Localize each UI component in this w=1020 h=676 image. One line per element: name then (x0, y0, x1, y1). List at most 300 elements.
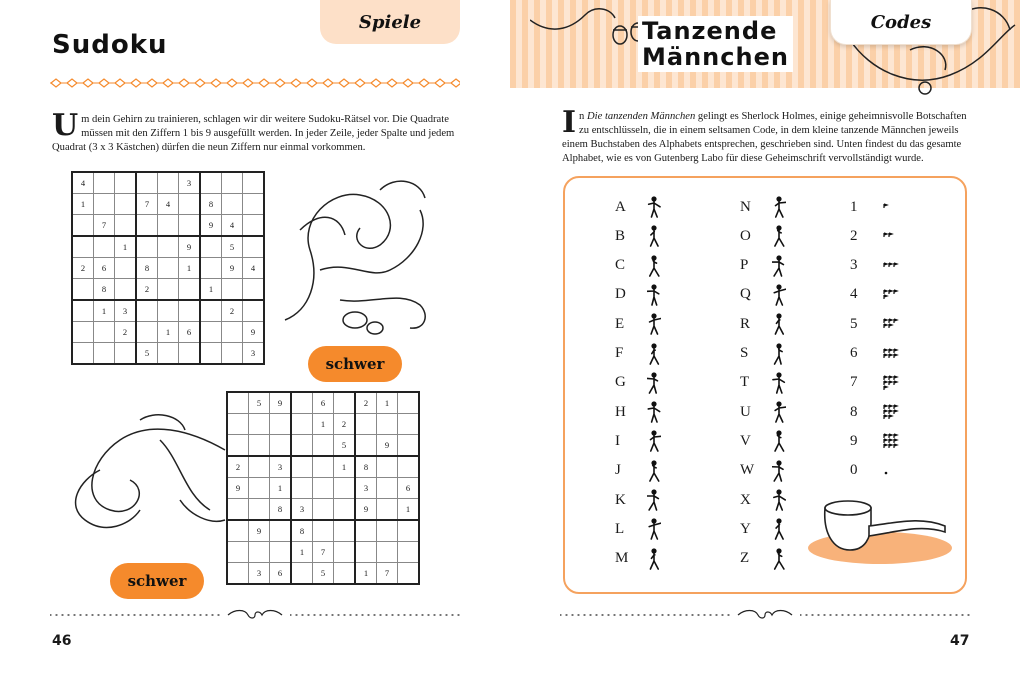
cipher-character: B (615, 227, 626, 244)
sudoku-cell[interactable]: 2 (136, 279, 158, 301)
sudoku-cell[interactable]: 7 (313, 542, 334, 563)
cipher-entry (850, 225, 900, 247)
number-cipher-icon (882, 313, 900, 335)
sudoku-cell[interactable] (227, 542, 249, 563)
dancing-man-icon (772, 225, 786, 247)
page-title: Sudoku (52, 30, 168, 60)
ornament-divider (50, 78, 460, 88)
cipher-character: U (740, 403, 751, 420)
cipher-character: J (615, 462, 621, 479)
cipher-character: M (615, 550, 629, 567)
sudoku-cell[interactable] (179, 215, 201, 237)
sudoku-cell[interactable] (136, 236, 158, 258)
sudoku-cell[interactable]: 3 (270, 456, 292, 478)
title-line-2: Männchen (642, 43, 789, 71)
sudoku-cell[interactable] (227, 435, 249, 457)
sudoku-cell[interactable] (72, 322, 94, 343)
sudoku-cell[interactable] (313, 456, 334, 478)
cipher-entry (740, 284, 786, 306)
cipher-entry (615, 489, 661, 511)
dancing-man-icon (772, 430, 786, 452)
sudoku-cell[interactable] (136, 322, 158, 343)
sudoku-cell[interactable] (227, 392, 249, 414)
sudoku-cell[interactable] (222, 194, 243, 215)
sudoku-cell[interactable] (398, 392, 420, 414)
dancing-man-icon (772, 518, 786, 540)
sudoku-cell[interactable] (249, 499, 270, 521)
cipher-character: W (740, 462, 755, 479)
sudoku-cell[interactable] (291, 456, 313, 478)
book-title: Die tanzenden Männchen (587, 111, 696, 122)
cipher-character: Q (740, 286, 751, 303)
number-cipher-icon (882, 460, 900, 482)
sudoku-cell[interactable]: 4 (222, 215, 243, 237)
section-tab-codes[interactable] (830, 0, 972, 45)
cipher-character: 6 (850, 345, 858, 361)
sudoku-cell[interactable]: 6 (270, 563, 292, 585)
cipher-character: N (740, 198, 751, 215)
sudoku-cell[interactable]: 1 (179, 258, 201, 279)
cipher-character: H (615, 403, 626, 420)
sudoku-cell[interactable] (72, 236, 94, 258)
sudoku-cell[interactable] (334, 542, 356, 563)
sudoku-cell[interactable] (249, 542, 270, 563)
sudoku-cell[interactable]: 1 (291, 542, 313, 563)
dancing-man-icon (647, 343, 661, 365)
cipher-character: 3 (850, 257, 858, 274)
floral-ornament-icon (60, 410, 230, 540)
sudoku-cell[interactable]: 6 (179, 322, 201, 343)
sudoku-cell[interactable]: 6 (94, 258, 115, 279)
sudoku-cell[interactable] (377, 414, 398, 435)
cipher-entry (740, 489, 786, 511)
number-cipher-icon (882, 284, 900, 306)
sudoku-cell[interactable] (249, 414, 270, 435)
cipher-entry (615, 284, 661, 306)
sudoku-cell[interactable] (270, 414, 292, 435)
sudoku-cell[interactable] (136, 215, 158, 237)
sudoku-cell[interactable]: 5 (313, 563, 334, 585)
dancing-man-icon (647, 255, 661, 277)
sudoku-cell[interactable]: 2 (355, 392, 377, 414)
cipher-character: 4 (850, 286, 858, 303)
cipher-character: F (615, 345, 624, 361)
sudoku-grid-1[interactable] (71, 171, 265, 365)
number-cipher-icon (882, 430, 900, 452)
number-cipher-icon (882, 343, 900, 365)
sudoku-cell[interactable] (398, 414, 420, 435)
sudoku-cell[interactable] (249, 435, 270, 457)
sudoku-cell[interactable] (398, 456, 420, 478)
sudoku-cell[interactable] (94, 194, 115, 215)
pipe-icon (805, 488, 955, 568)
sudoku-cell[interactable] (377, 478, 398, 499)
cipher-entry (740, 196, 786, 218)
sudoku-cell[interactable] (72, 215, 94, 237)
sudoku-cell[interactable]: 8 (200, 194, 222, 215)
dancing-man-icon (647, 518, 661, 540)
sudoku-cell[interactable] (355, 520, 377, 542)
dancing-man-icon (647, 372, 661, 394)
sudoku-cell[interactable] (158, 236, 179, 258)
sudoku-cell[interactable]: 2 (72, 258, 94, 279)
sudoku-cell[interactable] (158, 258, 179, 279)
sudoku-cell[interactable]: 8 (270, 499, 292, 521)
cipher-character: C (615, 257, 626, 274)
sudoku-cell[interactable] (377, 456, 398, 478)
sudoku-cell[interactable] (115, 215, 137, 237)
drop-cap: I (562, 105, 577, 140)
sudoku-cell[interactable] (270, 542, 292, 563)
sudoku-cell[interactable]: 9 (377, 435, 398, 457)
dancing-man-icon (647, 313, 661, 335)
sudoku-cell[interactable]: 8 (136, 258, 158, 279)
cipher-entry (850, 313, 900, 335)
sudoku-cell[interactable]: 3 (355, 478, 377, 499)
sudoku-cell[interactable] (243, 194, 265, 215)
sudoku-cell[interactable]: 1 (115, 236, 137, 258)
sudoku-cell[interactable] (334, 478, 356, 499)
cipher-character: Y (740, 520, 751, 537)
cipher-entry (615, 196, 661, 218)
cipher-entry (615, 313, 661, 335)
cipher-character: L (615, 520, 625, 537)
footer-divider (560, 609, 970, 621)
page-title (638, 16, 793, 72)
floral-ornament-icon (280, 170, 440, 350)
cipher-character: Z (740, 550, 750, 567)
cipher-character: A (615, 198, 626, 215)
sudoku-cell[interactable]: 1 (377, 392, 398, 414)
sudoku-cell[interactable]: 3 (179, 172, 201, 194)
sudoku-cell[interactable] (200, 258, 222, 279)
cipher-entry (740, 255, 786, 277)
intro-text-pre: n (579, 111, 587, 122)
difficulty-badge: schwer (308, 346, 402, 382)
intro-paragraph (562, 105, 972, 166)
right-page (510, 0, 1020, 676)
sudoku-cell[interactable]: 1 (94, 300, 115, 322)
sudoku-cell[interactable] (291, 563, 313, 585)
dancing-man-icon (647, 460, 661, 482)
sudoku-cell[interactable] (355, 435, 377, 457)
cipher-entry (740, 372, 786, 394)
sudoku-cell[interactable]: 9 (179, 236, 201, 258)
sudoku-cell[interactable] (377, 499, 398, 521)
cipher-character: V (740, 432, 751, 449)
intro-text: gelingt es Sherlock Holmes, einige geheimnisvolle Botschaften zu entschlüsseln, die in einem seltsamen Code, in dem kleine tanzende Männchen jeweils einem Buchstaben des Alphabets entsprechen, geschrieben sind. Unten findest du das gesamte Alphabet, wie es von Gutenberg Labo für diese Geheimschrift vervollständigt wurde. (562, 111, 967, 164)
cipher-entry (740, 518, 786, 540)
sudoku-cell[interactable]: 9 (227, 478, 249, 499)
cipher-entry (740, 343, 786, 365)
section-tab-spiele[interactable] (320, 0, 460, 44)
sudoku-cell[interactable]: 1 (200, 279, 222, 301)
cipher-character: 2 (850, 227, 858, 244)
cipher-entry (615, 460, 661, 482)
sudoku-cell[interactable] (334, 520, 356, 542)
sudoku-cell[interactable] (179, 343, 201, 365)
sudoku-cell[interactable]: 5 (334, 435, 356, 457)
sudoku-cell[interactable] (227, 563, 249, 585)
sudoku-cell[interactable] (94, 322, 115, 343)
sudoku-cell[interactable]: 4 (72, 172, 94, 194)
cipher-entry (740, 430, 786, 452)
cipher-character: S (740, 345, 749, 361)
sudoku-cell[interactable] (243, 172, 265, 194)
sudoku-cell[interactable] (158, 300, 179, 322)
number-cipher-icon (882, 196, 900, 218)
sudoku-cell[interactable]: 3 (243, 343, 265, 365)
sudoku-cell[interactable] (291, 392, 313, 414)
cipher-character: T (740, 374, 750, 391)
sudoku-cell[interactable] (270, 435, 292, 457)
cipher-character: 9 (850, 432, 858, 449)
intro-text: m dein Gehirn zu trainieren, schlagen wir dir weitere Sudoku-Rätsel vor. Die Quadrate müssen mit den Ziffern 1 bis 9 ausgefüllt werden. In jeder Zeile, jeder Spalte und jedem Quadrat (3 x 3 Kästchen) dürfen die neun Ziffern nur einmal vorkommen. (52, 114, 455, 153)
sudoku-cell[interactable]: 2 (115, 322, 137, 343)
acorn-ornament-icon (530, 0, 650, 60)
sudoku-cell[interactable] (249, 456, 270, 478)
sudoku-cell[interactable]: 4 (158, 194, 179, 215)
sudoku-cell[interactable]: 8 (291, 520, 313, 542)
sudoku-cell[interactable]: 5 (222, 236, 243, 258)
sudoku-cell[interactable]: 8 (94, 279, 115, 301)
sudoku-cell[interactable]: 1 (398, 499, 420, 521)
cipher-character: P (740, 257, 749, 274)
sudoku-cell[interactable] (179, 194, 201, 215)
dancing-man-icon (772, 548, 786, 570)
sudoku-cell[interactable] (291, 435, 313, 457)
sudoku-cell[interactable]: 3 (291, 499, 313, 521)
sudoku-cell[interactable] (222, 279, 243, 301)
sudoku-cell[interactable]: 9 (200, 215, 222, 237)
sudoku-cell[interactable] (243, 215, 265, 237)
dancing-man-icon (772, 313, 786, 335)
cipher-entry (850, 401, 900, 423)
cipher-entry (850, 372, 900, 394)
sudoku-cell[interactable] (313, 478, 334, 499)
dancing-man-icon (647, 401, 661, 423)
sudoku-cell[interactable] (313, 435, 334, 457)
dancing-man-icon (772, 284, 786, 306)
cipher-entry (850, 196, 900, 218)
cipher-character: 5 (850, 315, 858, 332)
sudoku-cell[interactable] (291, 478, 313, 499)
sudoku-cell[interactable] (72, 343, 94, 365)
sudoku-cell[interactable] (227, 520, 249, 542)
cipher-character: K (615, 491, 626, 508)
sudoku-cell[interactable] (270, 520, 292, 542)
sudoku-cell[interactable] (158, 279, 179, 301)
cipher-character: G (615, 374, 626, 391)
sudoku-cell[interactable] (115, 194, 137, 215)
sudoku-cell[interactable] (334, 499, 356, 521)
sudoku-cell[interactable]: 1 (334, 456, 356, 478)
sudoku-cell[interactable]: 4 (243, 258, 265, 279)
number-cipher-icon (882, 372, 900, 394)
title-line-1: Tanzende (642, 17, 778, 45)
cipher-character: 1 (850, 198, 858, 215)
cipher-character: 8 (850, 403, 858, 420)
intro-paragraph (52, 108, 458, 155)
sudoku-cell[interactable] (115, 258, 137, 279)
sudoku-cell[interactable] (136, 172, 158, 194)
cipher-entry (850, 430, 900, 452)
page-number: 46 (52, 633, 72, 649)
sudoku-cell[interactable]: 1 (313, 414, 334, 435)
sudoku-cell[interactable]: 9 (355, 499, 377, 521)
sudoku-cell[interactable]: 7 (377, 563, 398, 585)
sudoku-cell[interactable] (222, 343, 243, 365)
dancing-man-icon (647, 225, 661, 247)
sudoku-cell[interactable]: 9 (249, 520, 270, 542)
dancing-man-icon (647, 284, 661, 306)
cipher-entry (850, 284, 900, 306)
sudoku-cell[interactable] (377, 520, 398, 542)
sudoku-cell[interactable] (398, 435, 420, 457)
dancing-man-icon (647, 489, 661, 511)
difficulty-badge: schwer (110, 563, 204, 599)
sudoku-cell[interactable]: 1 (72, 194, 94, 215)
sudoku-cell[interactable] (115, 279, 137, 301)
sudoku-cell[interactable]: 1 (270, 478, 292, 499)
sudoku-cell[interactable] (227, 499, 249, 521)
cipher-character: D (615, 286, 626, 303)
sudoku-cell[interactable] (313, 499, 334, 521)
cipher-entry (615, 548, 661, 570)
sudoku-cell[interactable] (158, 215, 179, 237)
dancing-man-icon (772, 460, 786, 482)
sudoku-cell[interactable]: 7 (94, 215, 115, 237)
cipher-entry (850, 255, 900, 277)
sudoku-cell[interactable] (243, 236, 265, 258)
number-cipher-icon (882, 255, 900, 277)
cipher-entry (740, 548, 786, 570)
sudoku-cell[interactable]: 6 (398, 478, 420, 499)
sudoku-cell[interactable]: 5 (136, 343, 158, 365)
number-cipher-icon (882, 225, 900, 247)
cipher-character: 7 (850, 374, 858, 391)
cipher-entry (850, 343, 900, 365)
sudoku-cell[interactable] (200, 236, 222, 258)
cipher-entry (740, 460, 786, 482)
sudoku-cell[interactable] (94, 236, 115, 258)
cipher-character: R (740, 315, 751, 332)
cipher-entry (615, 255, 661, 277)
sudoku-cell[interactable]: 3 (249, 563, 270, 585)
sudoku-cell[interactable] (200, 322, 222, 343)
sudoku-cell[interactable] (398, 520, 420, 542)
cipher-entry (615, 343, 661, 365)
dancing-man-icon (772, 255, 786, 277)
sudoku-cell[interactable]: 2 (222, 300, 243, 322)
dancing-man-icon (772, 343, 786, 365)
sudoku-cell[interactable]: 7 (136, 194, 158, 215)
sudoku-cell[interactable] (222, 322, 243, 343)
drop-cap: U (52, 108, 79, 143)
sudoku-cell[interactable] (179, 300, 201, 322)
cipher-entry (615, 430, 661, 452)
cipher-character: X (740, 491, 751, 508)
sudoku-cell[interactable]: 1 (355, 563, 377, 585)
sudoku-cell[interactable] (115, 343, 137, 365)
cipher-entry (615, 401, 661, 423)
number-cipher-icon (882, 401, 900, 423)
sudoku-cell[interactable] (179, 279, 201, 301)
section-tab-label: Codes (870, 11, 932, 33)
sudoku-cell[interactable] (398, 542, 420, 563)
sudoku-cell[interactable] (136, 300, 158, 322)
sudoku-cell[interactable] (355, 414, 377, 435)
sudoku-cell[interactable] (377, 542, 398, 563)
sudoku-cell[interactable]: 3 (115, 300, 137, 322)
sudoku-cell[interactable]: 8 (355, 456, 377, 478)
sudoku-cell[interactable] (243, 300, 265, 322)
sudoku-cell[interactable] (249, 478, 270, 499)
sudoku-cell[interactable] (94, 343, 115, 365)
cipher-entry (740, 225, 786, 247)
cipher-character: I (615, 432, 620, 449)
sudoku-cell[interactable] (115, 172, 137, 194)
sudoku-cell[interactable] (313, 520, 334, 542)
dancing-man-icon (647, 548, 661, 570)
sudoku-cell[interactable] (227, 414, 249, 435)
dancing-man-icon (772, 372, 786, 394)
sudoku-cell[interactable] (94, 172, 115, 194)
sudoku-cell[interactable] (158, 172, 179, 194)
cipher-entry (850, 460, 900, 482)
sudoku-cell[interactable] (291, 414, 313, 435)
dancing-man-icon (772, 401, 786, 423)
dancing-man-icon (647, 196, 661, 218)
dancing-man-icon (772, 196, 786, 218)
sudoku-cell[interactable]: 2 (334, 414, 356, 435)
sudoku-cell[interactable] (200, 172, 222, 194)
sudoku-cell[interactable] (334, 563, 356, 585)
sudoku-cell[interactable]: 9 (270, 392, 292, 414)
sudoku-cell[interactable] (222, 172, 243, 194)
sudoku-cell[interactable]: 5 (249, 392, 270, 414)
dancing-man-icon (772, 489, 786, 511)
cipher-entry (615, 225, 661, 247)
sudoku-cell[interactable] (72, 300, 94, 322)
sudoku-cell[interactable] (158, 343, 179, 365)
sudoku-cell[interactable]: 6 (313, 392, 334, 414)
sudoku-cell[interactable] (72, 279, 94, 301)
sudoku-cell[interactable]: 9 (222, 258, 243, 279)
cipher-table (563, 176, 967, 594)
sudoku-cell[interactable] (243, 279, 265, 301)
sudoku-cell[interactable] (398, 563, 420, 585)
dancing-man-icon (647, 430, 661, 452)
sudoku-cell[interactable] (334, 392, 356, 414)
sudoku-grid-2[interactable] (226, 391, 420, 585)
cipher-entry (615, 518, 661, 540)
sudoku-cell[interactable]: 2 (227, 456, 249, 478)
section-tab-label: Spiele (358, 11, 422, 33)
sudoku-cell[interactable]: 1 (158, 322, 179, 343)
footer-divider (50, 609, 460, 621)
sudoku-cell[interactable] (200, 343, 222, 365)
sudoku-cell[interactable]: 9 (243, 322, 265, 343)
cipher-entry (740, 401, 786, 423)
cipher-character: E (615, 315, 625, 332)
sudoku-cell[interactable] (200, 300, 222, 322)
cipher-character: 0 (850, 462, 858, 479)
cipher-character: O (740, 227, 751, 244)
sudoku-cell[interactable] (355, 542, 377, 563)
cipher-entry (740, 313, 786, 335)
cipher-entry (615, 372, 661, 394)
